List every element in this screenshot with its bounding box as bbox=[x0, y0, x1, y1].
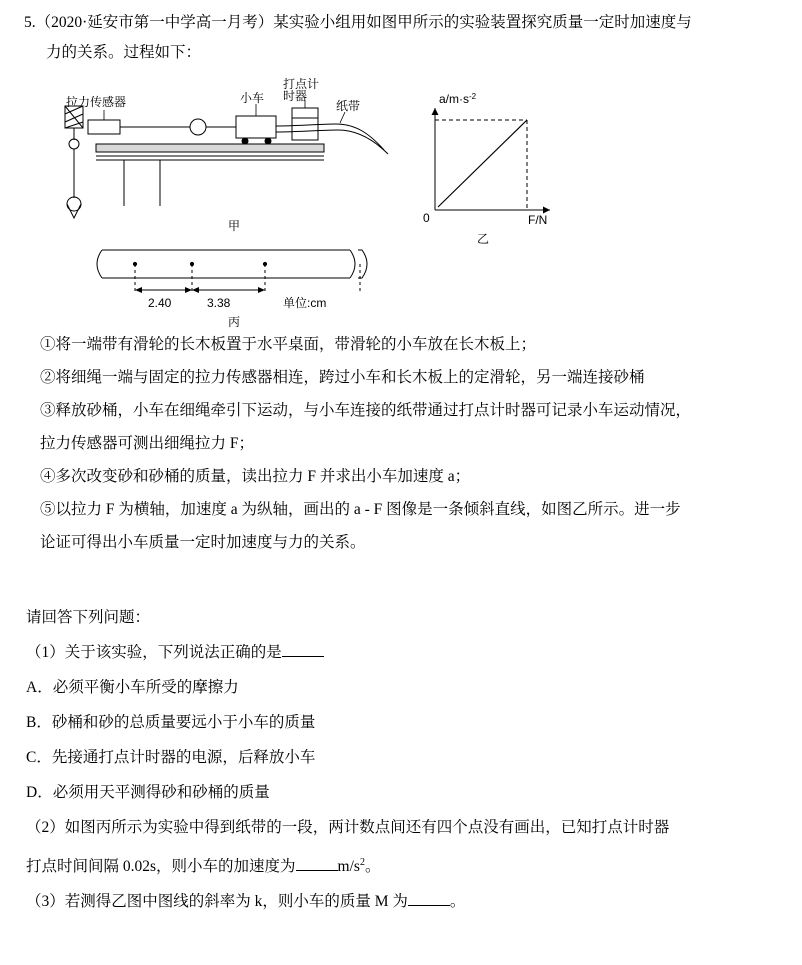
option-b[interactable]: B．砂桶和砂的总质量要远小于小车的质量 bbox=[26, 714, 316, 731]
unit-ms2: m/s bbox=[337, 858, 360, 876]
step-3: ③释放砂桶，小车在细绳牵引下运动，与小车连接的纸带通过打点计时器可记录小车运动情况， bbox=[40, 402, 692, 419]
sub-question-1 bbox=[26, 635, 776, 670]
sub-question-2-line2 bbox=[26, 845, 776, 884]
label-distance-1: 2.40 bbox=[148, 296, 172, 310]
step-5: ⑤以拉力 F 为横轴，加速度 a 为纵轴，画出的 a - F 图像是一条倾斜直线，如图乙所示。进一步 bbox=[40, 501, 681, 518]
experiment-figure bbox=[40, 78, 570, 328]
option-a[interactable]: A．必须平衡小车所受的摩擦力 bbox=[26, 679, 239, 696]
label-axis-x: F/N bbox=[528, 213, 548, 227]
label-bing: 丙 bbox=[228, 315, 241, 328]
question-list bbox=[26, 600, 776, 919]
question-stem bbox=[24, 8, 784, 68]
answer-blank-2[interactable] bbox=[296, 855, 338, 871]
sub-question-1-text: （1）关于该实验，下列说法正确的是 bbox=[26, 644, 282, 661]
question-source: （2020·延安市第一中学高一月考） bbox=[35, 14, 274, 31]
label-timer-2: 时器 bbox=[283, 89, 308, 103]
sub-question-3-text: （3）若测得乙图中图线的斜率为 k，则小车的质量 M 为 bbox=[26, 893, 408, 911]
answer-prompt: 请回答下列问题： bbox=[26, 609, 151, 626]
unit-exponent: 2 bbox=[359, 857, 365, 868]
label-timer-1: 打点计 bbox=[283, 78, 320, 91]
question-number: 5. bbox=[24, 14, 36, 31]
experiment-steps bbox=[40, 328, 770, 559]
label-origin: 0 bbox=[423, 211, 430, 225]
label-distance-2: 3.38 bbox=[207, 296, 231, 310]
sub-question-2-line1: （2）如图丙所示为实验中得到纸带的一段，两计数点间还有四个点没有画出，已知打点计时器 bbox=[26, 819, 670, 836]
answer-blank-3[interactable] bbox=[408, 890, 450, 906]
option-c[interactable]: C．先接通打点计时器的电源，后释放小车 bbox=[26, 749, 316, 766]
option-d[interactable]: D．必须用天平测得砂和砂桶的质量 bbox=[26, 784, 270, 801]
label-unit: 单位:cm bbox=[283, 296, 327, 310]
label-force-sensor: 拉力传感器 bbox=[66, 95, 127, 109]
label-cart: 小车 bbox=[240, 91, 265, 105]
label-tape: 纸带 bbox=[336, 99, 361, 113]
step-4: ④多次改变砂和砂桶的质量，读出拉力 F 并求出小车加速度 a； bbox=[40, 468, 471, 485]
label-axis-y: $a/m\cdot s^{-2}$ bbox=[439, 92, 477, 106]
question-stem-line1: 某实验小组用如图甲所示的实验装置探究质量一定时加速度与 bbox=[273, 14, 692, 31]
sub-question-2-period: 。 bbox=[364, 858, 381, 876]
sub-question-2-text: 打点时间间隔 0.02s，则小车的加速度为 bbox=[26, 858, 296, 876]
label-yi: 乙 bbox=[477, 232, 490, 246]
answer-blank-1[interactable] bbox=[282, 641, 324, 657]
sub-question-3-period: 。 bbox=[449, 893, 466, 911]
question-stem-line2: 力的关系。过程如下： bbox=[46, 44, 202, 61]
label-jia: 甲 bbox=[228, 219, 241, 233]
sub-question-3 bbox=[26, 884, 776, 919]
step-3-cont: 拉力传感器可测出细绳拉力 F； bbox=[40, 435, 254, 452]
step-1: ①将一端带有滑轮的长木板置于水平桌面，带滑轮的小车放在长木板上； bbox=[40, 336, 537, 353]
step-5-cont: 论证可得出小车质量一定时加速度与力的关系。 bbox=[40, 534, 366, 551]
step-2: ②将细绳一端与固定的拉力传感器相连，跨过小车和长木板上的定滑轮，另一端连接砂桶 bbox=[40, 369, 645, 386]
